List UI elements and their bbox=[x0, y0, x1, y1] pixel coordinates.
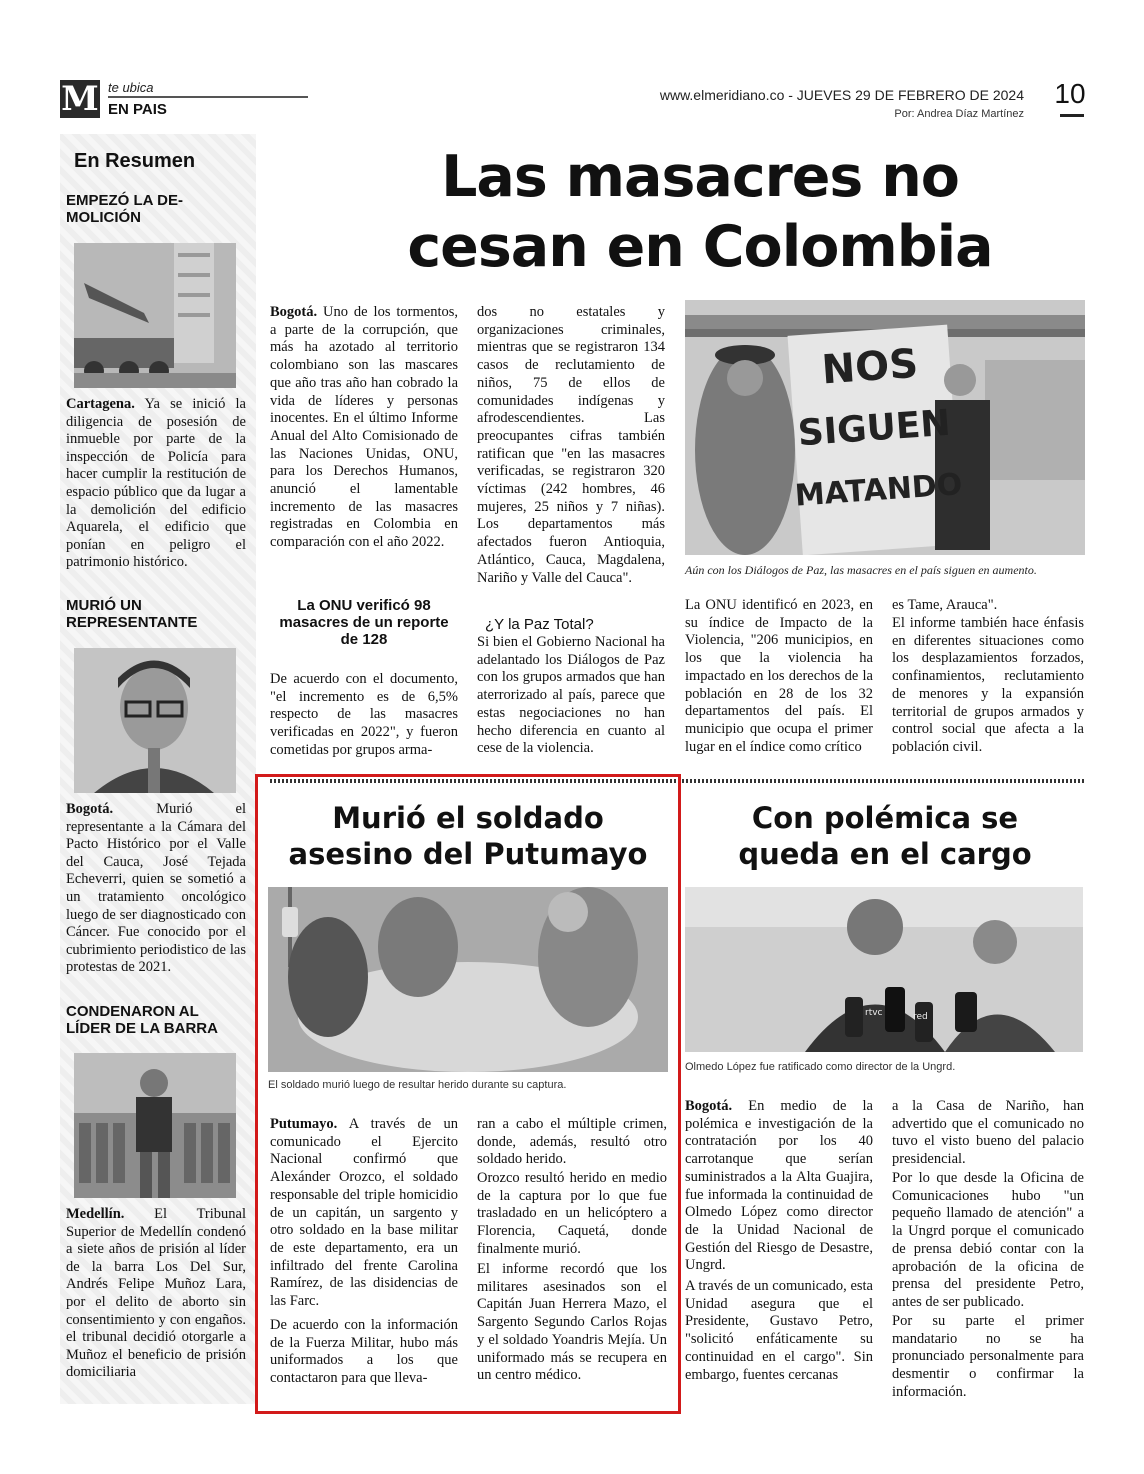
barra-leader-photo bbox=[74, 1053, 236, 1198]
page-number: 10 bbox=[1054, 78, 1086, 109]
summary-text-barra: Medellín. El Tribunal Superior de Medellín condenó a siete años de prisión al líder de la barra Los Del Sur, Andrés Felipe Muñoz Lara, por el delito de aborto sin consentimiento y con engaños. el tribunal decidió otorgarle a Muñoz el beneficio de prisión domiciliaria bbox=[66, 1206, 246, 1381]
main-headline: Las masacres no cesan en Colombia bbox=[407, 144, 993, 280]
header-rule bbox=[108, 96, 308, 98]
main-story-col2-cont: Si bien el Gobierno Nacional ha adelantado los Diálogos de Paz con los grupos armados que han aterrorizado al país, parece que estas negociaciones no han hecho diferencia en cuanto al cese de la violencia. bbox=[477, 634, 665, 757]
main-story-col3: La ONU identificó en 2023, en su índice de Impacto de la Violencia, "206 municipios, en los que la violencia ha impactado en los derechos de la población en 28 de los 32 departamentos del país. El municipio que ocupa el primer lugar en el índice como crítico bbox=[685, 597, 873, 755]
protest-sign-line3: MATANDO bbox=[793, 467, 964, 514]
main-story-col1: Bogotá. Uno de los tormentos, a parte de la corrupción, que más ha azotado al territorio colombiano son las mascares que año tras año han cobrado la vida de líderes y personas inocentes. En el último Informe Anual del Alto Comisionado de las Naciones Unidas, ONU, para los Derechos Humanos, anunció el lamentable incremento de las masacres registradas en Colombia en comparación con el año 2022. bbox=[270, 304, 458, 551]
soldier-story-col1-cont: De acuerdo con la información de la Fuerza Militar, hubo más uniformados a los que contactaron para que lleva- bbox=[270, 1317, 458, 1387]
protest-photo-caption: Aún con los Diálogos de Paz, las masacres en el país siguen en aumento. bbox=[685, 563, 1037, 577]
demolition-photo bbox=[74, 243, 236, 388]
soldier-photo-caption: El soldado murió luego de resultar herido durante su captura. bbox=[268, 1079, 567, 1091]
polemica-story-col1-cont: A través de un comunicado, esta Unidad asegura que el Presidente, Gustavo Petro, "solicitó enfáticamente su continuidad en el cargo". Sin embargo, fuentes cercanas bbox=[685, 1278, 873, 1383]
summary-text-demolition: Cartagena. Ya se inició la diligencia de posesión de inmueble por parte de la inspección de Policía para hacer cumplir la restitución de espacio público que da lugar a la demolición del edificio Aquarela, el edificio que ponían en peligro el patrimonio histórico. bbox=[66, 396, 246, 571]
sidebar-title: En Resumen bbox=[74, 150, 196, 172]
mic-label-red: red bbox=[913, 1012, 928, 1022]
protest-sign-line2: SIGUEN bbox=[796, 402, 952, 455]
newspaper-logo: M bbox=[61, 79, 99, 119]
section-kicker: te ubica bbox=[108, 80, 154, 95]
main-story-col1-cont: De acuerdo con el documento, "el incremento es de 6,5% respecto de las masacres verificadas en 2022", y fueron cometidas por grupos arma- bbox=[270, 671, 458, 758]
soldier-story-photo bbox=[268, 887, 668, 1072]
polemica-photo-caption: Olmedo López fue ratificado como director de la Ungrd. bbox=[685, 1061, 956, 1073]
protest-sign-line1: NOS bbox=[820, 340, 920, 394]
main-story-subhead-onu: La ONU verificó 98 masacres de un reporte de 128 bbox=[279, 597, 449, 648]
summary-heading-demolition: EMPEZÓ LA DE-MOLICIÓN bbox=[66, 192, 183, 226]
soldier-story-col2-p3: El informe recordó que los militares asesinados son el Capitán Juan Herrera Mazo, el Sargento Segundo Carlos Rojas y el soldado Yoandris Mejía. Un uniformado más se recupera en un centro médico. bbox=[477, 1261, 667, 1384]
soldier-story-col2: ran a cabo el múltiple crimen, donde, además, resultó otro soldado herido. bbox=[477, 1116, 667, 1168]
main-story-subhead-paz: ¿Y la Paz Total? bbox=[485, 616, 594, 633]
byline: Por: Andrea Díaz Martínez bbox=[894, 108, 1024, 120]
polemica-story-col2: a la Casa de Nariño, han advertido que el comunicado no tuvo el visto bueno del palacio presidencial. bbox=[892, 1098, 1084, 1168]
polemica-story-col2-p2: Por lo que desde la Oficina de Comunicaciones hubo "un pequeño llamado de atención" a la Ungrd porque el comunicado de prensa debió contar con la aprobación de la oficina de prensa del presidente Petro, antes de ser publicado. bbox=[892, 1170, 1084, 1310]
section-name: EN PAIS bbox=[108, 101, 167, 118]
protest-photo bbox=[685, 300, 1085, 555]
polemica-story-photo bbox=[685, 887, 1083, 1052]
polemica-story-col1: Bogotá. En medio de la polémica e investigación de la contratación por los 40 carrotanque que serían suministrados a la Alta Guajira, fue informada la continuidad de Olmedo López como director de la Unidad Nacional de Gestión del Riesgo de Desastre, Ungrd. bbox=[685, 1098, 873, 1274]
site-and-date: www.elmeridiano.co - JUEVES 29 DE FEBRERO DE 2024 bbox=[659, 87, 1024, 103]
main-story-col4: es Tame, Arauca". bbox=[892, 597, 998, 613]
mic-label-rtvc: rtvc bbox=[865, 1008, 883, 1018]
summary-heading-barra: CONDENARON AL LÍDER DE LA BARRA bbox=[66, 1003, 218, 1037]
polemica-story-headline: Con polémica se queda en el cargo bbox=[738, 801, 1032, 871]
representative-photo bbox=[74, 648, 236, 793]
summary-heading-representative: MURIÓ UN REPRESENTANTE bbox=[66, 597, 198, 631]
polemica-story-col2-p3: Por su parte el primer mandatario no se ha pronunciado personalmente para desmentir o confirmar la información. bbox=[892, 1313, 1084, 1400]
main-story-col4-cont: El informe también hace énfasis en diferentes situaciones como los desplazamientos forzados, confinamientos, reclutamiento de menores y la expansión territorial de grupos armados y control social que afecta a la población civil. bbox=[892, 615, 1084, 755]
soldier-story-col2-p2: Orozco resultó herido en medio de la captura por lo que fue trasladado en un helicóptero a Florencia, Caquetá, donde finalmente murió. bbox=[477, 1170, 667, 1257]
soldier-story-col1: Putumayo. A través de un comunicado el Ejercito Nacional confirmó que Alexánder Orozco, el soldado responsable del triple homicidio de un capitán, un sargento y otro soldado en la base militar de este departamento, era un infiltrado del frente Carolina Ramírez, de las disidencias de las Farc. bbox=[270, 1116, 458, 1310]
summary-text-representative: Bogotá. Murió el representante a la Cámara del Pacto Histórico por el Valle del Cauca, José Tejada Echeverri, quien se sometió a un tratamiento oncológico luego de ser diagnosticado con Cáncer. Fue conocido por el cubrimiento periodistico de las protestas de 2021. bbox=[66, 801, 246, 976]
soldier-story-headline: Murió el soldado asesino del Putumayo bbox=[288, 801, 648, 871]
main-story-col2: dos no estatales y organizaciones criminales, mientras que se registraron 134 casos de reclutamiento de niños, 75 de ellos de comunidades indígenas y afrodescendientes. Las preocupantes cifras también ratifican que "en las masacres verificadas, se registraron 320 víctimas (242 hombres, 46 mujeres, 25 niños y 7 niñas). Los departamentos más afectados fueron Antioquia, Atlántico, Cauca, Magdalena, Nariño y Valle del Cauca". bbox=[477, 304, 665, 586]
page-number-rule bbox=[1060, 114, 1084, 117]
